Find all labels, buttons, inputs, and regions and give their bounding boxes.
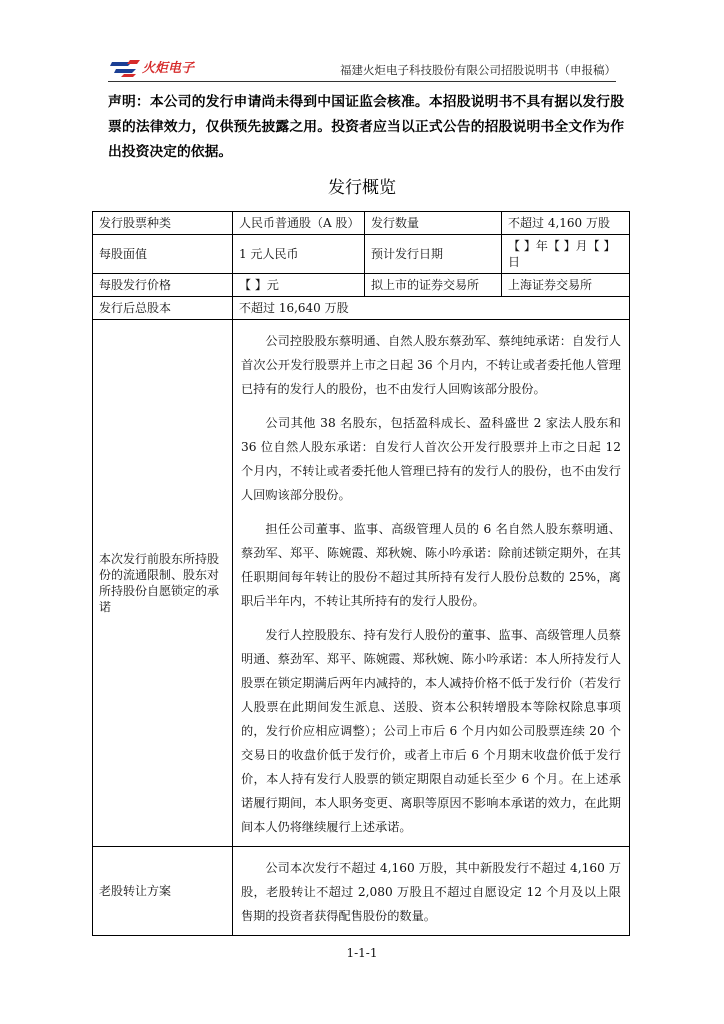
table-row — [93, 297, 630, 320]
table-cell-value: 【 】元 — [233, 274, 365, 297]
page-header — [108, 52, 616, 82]
lockup-commitments-cell — [233, 320, 630, 847]
transfer-paragraph: 公司本次发行不超过 4,160 万股，其中新股发行不超过 4,160 万股，老股转让不超过 2,080 万股且不超过自愿设定 12 个月及以上限售期的投资者获得配售股份的数量。 — [241, 861, 621, 923]
commitment-paragraph: 公司控股股东蔡明通、自然人股东蔡劲军、蔡纯纯承诺：自发行人首次公开发行股票并上市之日起 36 个月内，不转让或者委托他人管理已持有的发行人的股份，也不由发行人回购该部分股份。 — [241, 334, 621, 396]
table-cell-value: 不超过 16,640 万股 — [233, 297, 630, 320]
table-cell-value: 【 】年【 】月【 】日 — [502, 235, 630, 274]
commitment-paragraph: 发行人控股股东、持有发行人股份的董事、监事、高级管理人员蔡明通、蔡劲军、郑平、陈婉霞、郑秋婉、陈小吟承诺：本人所持发行人股票在锁定期满后两年内减持的，本人减持价格不低于发行价（若发行人股票在此期间发生派息、送股、资本公积转增股本等除权除息事项的，发行价应相应调整）；公司上市后 6 个月内如公司股票连续 20 个交易日的收盘价低于发行价，或者上市后 6 个月期末收盘价低于发行价，本人持有发行人股票的锁定期限自动延长至少 6 个月。在上述承诺履行期间，本人职务变更、离职等原因不影响本承诺的效力，在此期间本人仍将继续履行上述承诺。 — [241, 628, 621, 834]
table-cell-value: 上海证券交易所 — [502, 274, 630, 297]
disclaimer-statement: 声明：本公司的发行申请尚未得到中国证监会核准。本招股说明书不具有据以发行股票的法律效力，仅供预先披露之用。投资者应当以正式公告的招股说明书全文作为作出投资决定的依据。 — [108, 94, 624, 160]
table-cell-label: 发行股票种类 — [93, 212, 233, 235]
table-cell-value: 不超过 4,160 万股 — [502, 212, 630, 235]
table-cell-label: 预计发行日期 — [365, 235, 502, 274]
table-cell-label: 老股转让方案 — [93, 847, 233, 936]
table-cell-label: 发行后总股本 — [93, 297, 233, 320]
table-cell-label: 拟上市的证券交易所 — [365, 274, 502, 297]
transfer-plan-cell — [233, 847, 630, 936]
company-logo — [108, 54, 218, 80]
page-number: 1-1-1 — [346, 946, 378, 960]
table-row-transfer — [93, 847, 630, 936]
offering-overview-table — [92, 211, 630, 936]
table-cell-label: 发行数量 — [365, 212, 502, 235]
table-cell-label: 本次发行前股东所持股份的流通限制、股东对所持股份自愿锁定的承诺 — [93, 320, 233, 847]
table-cell-label: 每股面值 — [93, 235, 233, 274]
table-cell-value: 1 元人民币 — [233, 235, 365, 274]
torch-logo-icon — [110, 58, 140, 78]
commitment-paragraph: 担任公司董事、监事、高级管理人员的 6 名自然人股东蔡明通、蔡劲军、郑平、陈婉霞、郑秋婉、陈小吟承诺：除前述锁定期外，在其任职期间每年转让的股份不超过其所持有发行人股份总数的 25%，离职后半年内，不转让其所持有的发行人股份。 — [241, 522, 621, 608]
table-row-lockup — [93, 320, 630, 847]
commitment-paragraph: 公司其他 38 名股东，包括盈科成长、盈科盛世 2 家法人股东和 36 位自然人股东承诺：自发行人首次公开发行股票并上市之日起 12 个月内，不转让或者委托他人管理已持有的发行人的股份，也不由发行人回购该部分股份。 — [241, 416, 621, 502]
header-divider — [108, 81, 616, 82]
logo-text: 火炬电子 — [142, 61, 195, 76]
section-title: 发行概览 — [328, 178, 396, 198]
table-row — [93, 212, 630, 235]
table-row — [93, 235, 630, 274]
table-cell-label: 每股发行价格 — [93, 274, 233, 297]
table-row — [93, 274, 630, 297]
table-cell-value: 人民币普通股（A 股） — [233, 212, 365, 235]
document-title: 福建火炬电子科技股份有限公司招股说明书（申报稿） — [340, 63, 616, 77]
